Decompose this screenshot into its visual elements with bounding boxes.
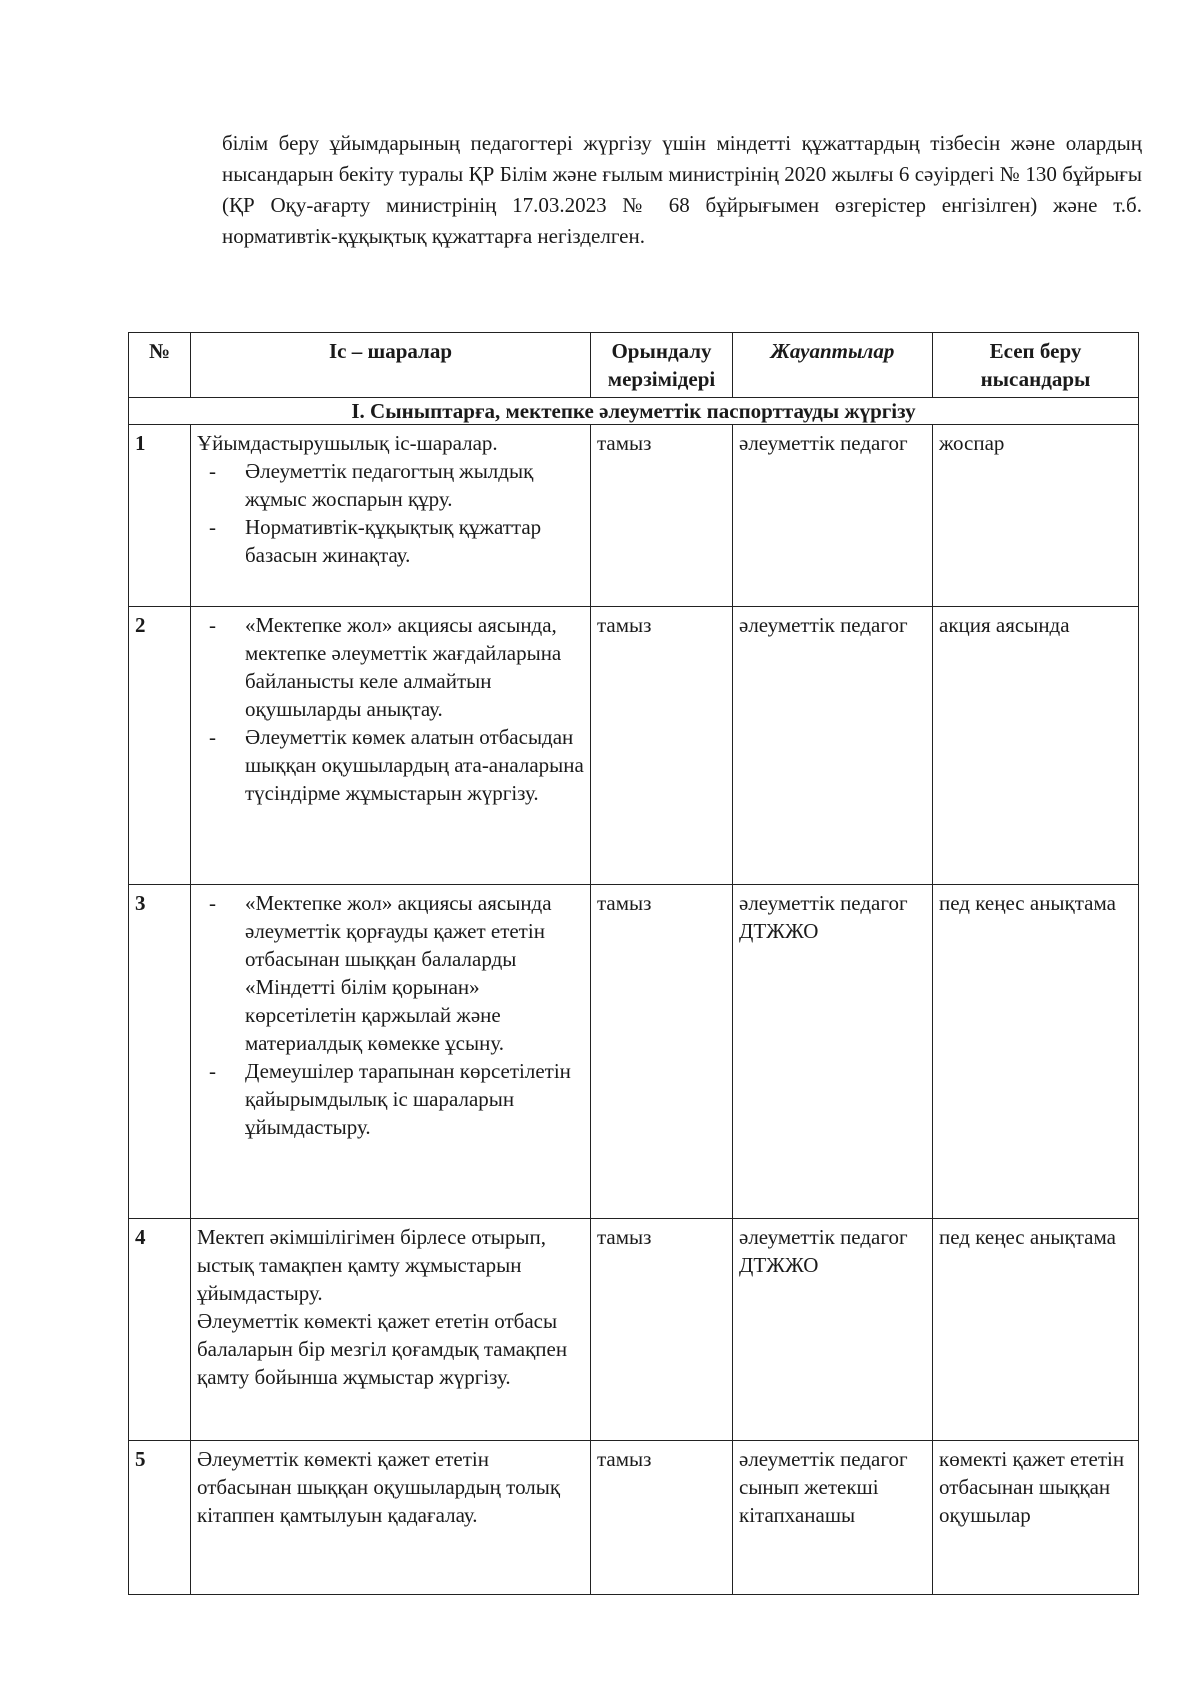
list-item: - «Мектепке жол» акциясы аясында әлеуметтік қорғауды қажет ететін отбасынан шыққан балаларды «Міндетті білім қорынан» көрсетілетін қаржылай және материалдық көмекке ұсыну. — [245, 889, 584, 1057]
header-num: № — [129, 333, 191, 398]
activity-list — [197, 889, 584, 1141]
table-row — [129, 1441, 1139, 1595]
row-number: 1 — [129, 425, 191, 607]
responsible-cell: әлеуметтік педагог ДТЖЖО — [733, 1219, 933, 1441]
table-header-row — [129, 333, 1139, 398]
deadline-cell: тамыз — [591, 1441, 733, 1595]
section-row — [129, 398, 1139, 425]
section-title: І. Сыныптарға, мектепке әлеуметтік паспорттауды жүргізу — [129, 398, 1139, 425]
row-number: 5 — [129, 1441, 191, 1595]
header-deadline: Орындалу мерзімідері — [591, 333, 733, 398]
activity-cell — [191, 1441, 591, 1595]
table-row — [129, 1219, 1139, 1441]
intro-text: білім беру ұйымдарының педагогтері жүргізу үшін міндетті құжаттардың тізбесін және олардың нысандарын бекіту туралы ҚР Білім және ғылым министрінің 2020 жылғы 6 сәуірдегі № 130 бұйрығы (ҚР Оқу-ағарту министрінің 17.03.2023 № 68 бұйрығымен өзгерістер енгізілген) және т.б. нормативтік-құқықтық құжаттарға негізделген. — [222, 131, 1142, 248]
responsible-cell: әлеуметтік педагог — [733, 425, 933, 607]
table-row — [129, 885, 1139, 1219]
intro-paragraph — [222, 128, 1142, 252]
report-cell: пед кеңес анықтама — [933, 885, 1139, 1219]
responsible-cell: әлеуметтік педагог ДТЖЖО — [733, 885, 933, 1219]
header-responsible: Жауаптылар — [733, 333, 933, 398]
table-row — [129, 607, 1139, 885]
responsible-cell: әлеуметтік педагог сынып жетекші кітапханашы — [733, 1441, 933, 1595]
activity-cell — [191, 1219, 591, 1441]
activity-lead: Ұйымдастырушылық іс-шаралар. — [197, 431, 498, 455]
activity-paragraph: Әлеуметтік көмекті қажет ететін отбасы балаларын бір мезгіл қоғамдық тамақпен қамту бойынша жұмыстар жүргізу. — [197, 1309, 568, 1389]
activity-plan-table — [128, 332, 1139, 1595]
activity-paragraph: Әлеуметтік көмекті қажет ететін отбасынан шыққан оқушылардың толық кітаппен қамтылуын қадағалау. — [197, 1447, 561, 1527]
list-item: - Нормативтік-құқықтық құжаттар базасын жинақтау. — [245, 513, 584, 569]
responsible-cell: әлеуметтік педагог — [733, 607, 933, 885]
list-item: - Әлеуметтік педагогтың жылдық жұмыс жоспарын құру. — [245, 457, 584, 513]
row-number: 2 — [129, 607, 191, 885]
deadline-cell: тамыз — [591, 885, 733, 1219]
report-cell: жоспар — [933, 425, 1139, 607]
deadline-cell: тамыз — [591, 1219, 733, 1441]
report-cell: акция аясында — [933, 607, 1139, 885]
activity-list — [197, 457, 584, 569]
table-row — [129, 425, 1139, 607]
list-item: - «Мектепке жол» акциясы аясында, мектепке әлеуметтік жағдайларына байланысты келе алмайтын оқушыларды анықтау. — [245, 611, 584, 723]
activity-cell — [191, 425, 591, 607]
activity-list — [197, 611, 584, 807]
activity-paragraph: Мектеп әкімшілігімен бірлесе отырып, ыстық тамақпен қамту жұмыстарын ұйымдастыру. — [197, 1225, 546, 1305]
deadline-cell: тамыз — [591, 607, 733, 885]
header-activities: Іс – шаралар — [191, 333, 591, 398]
report-cell: пед кеңес анықтама — [933, 1219, 1139, 1441]
activity-cell — [191, 607, 591, 885]
activity-cell — [191, 885, 591, 1219]
deadline-cell: тамыз — [591, 425, 733, 607]
list-item: - Әлеуметтік көмек алатын отбасыдан шыққан оқушылардың ата-аналарына түсіндірме жұмыстарын жүргізу. — [245, 723, 584, 807]
report-cell: көмекті қажет ететін отбасынан шыққан оқушылар — [933, 1441, 1139, 1595]
list-item: - Демеушілер тарапынан көрсетілетін қайырымдылық іс шараларын ұйымдастыру. — [245, 1057, 584, 1141]
header-report: Есеп беру нысандары — [933, 333, 1139, 398]
row-number: 4 — [129, 1219, 191, 1441]
row-number: 3 — [129, 885, 191, 1219]
